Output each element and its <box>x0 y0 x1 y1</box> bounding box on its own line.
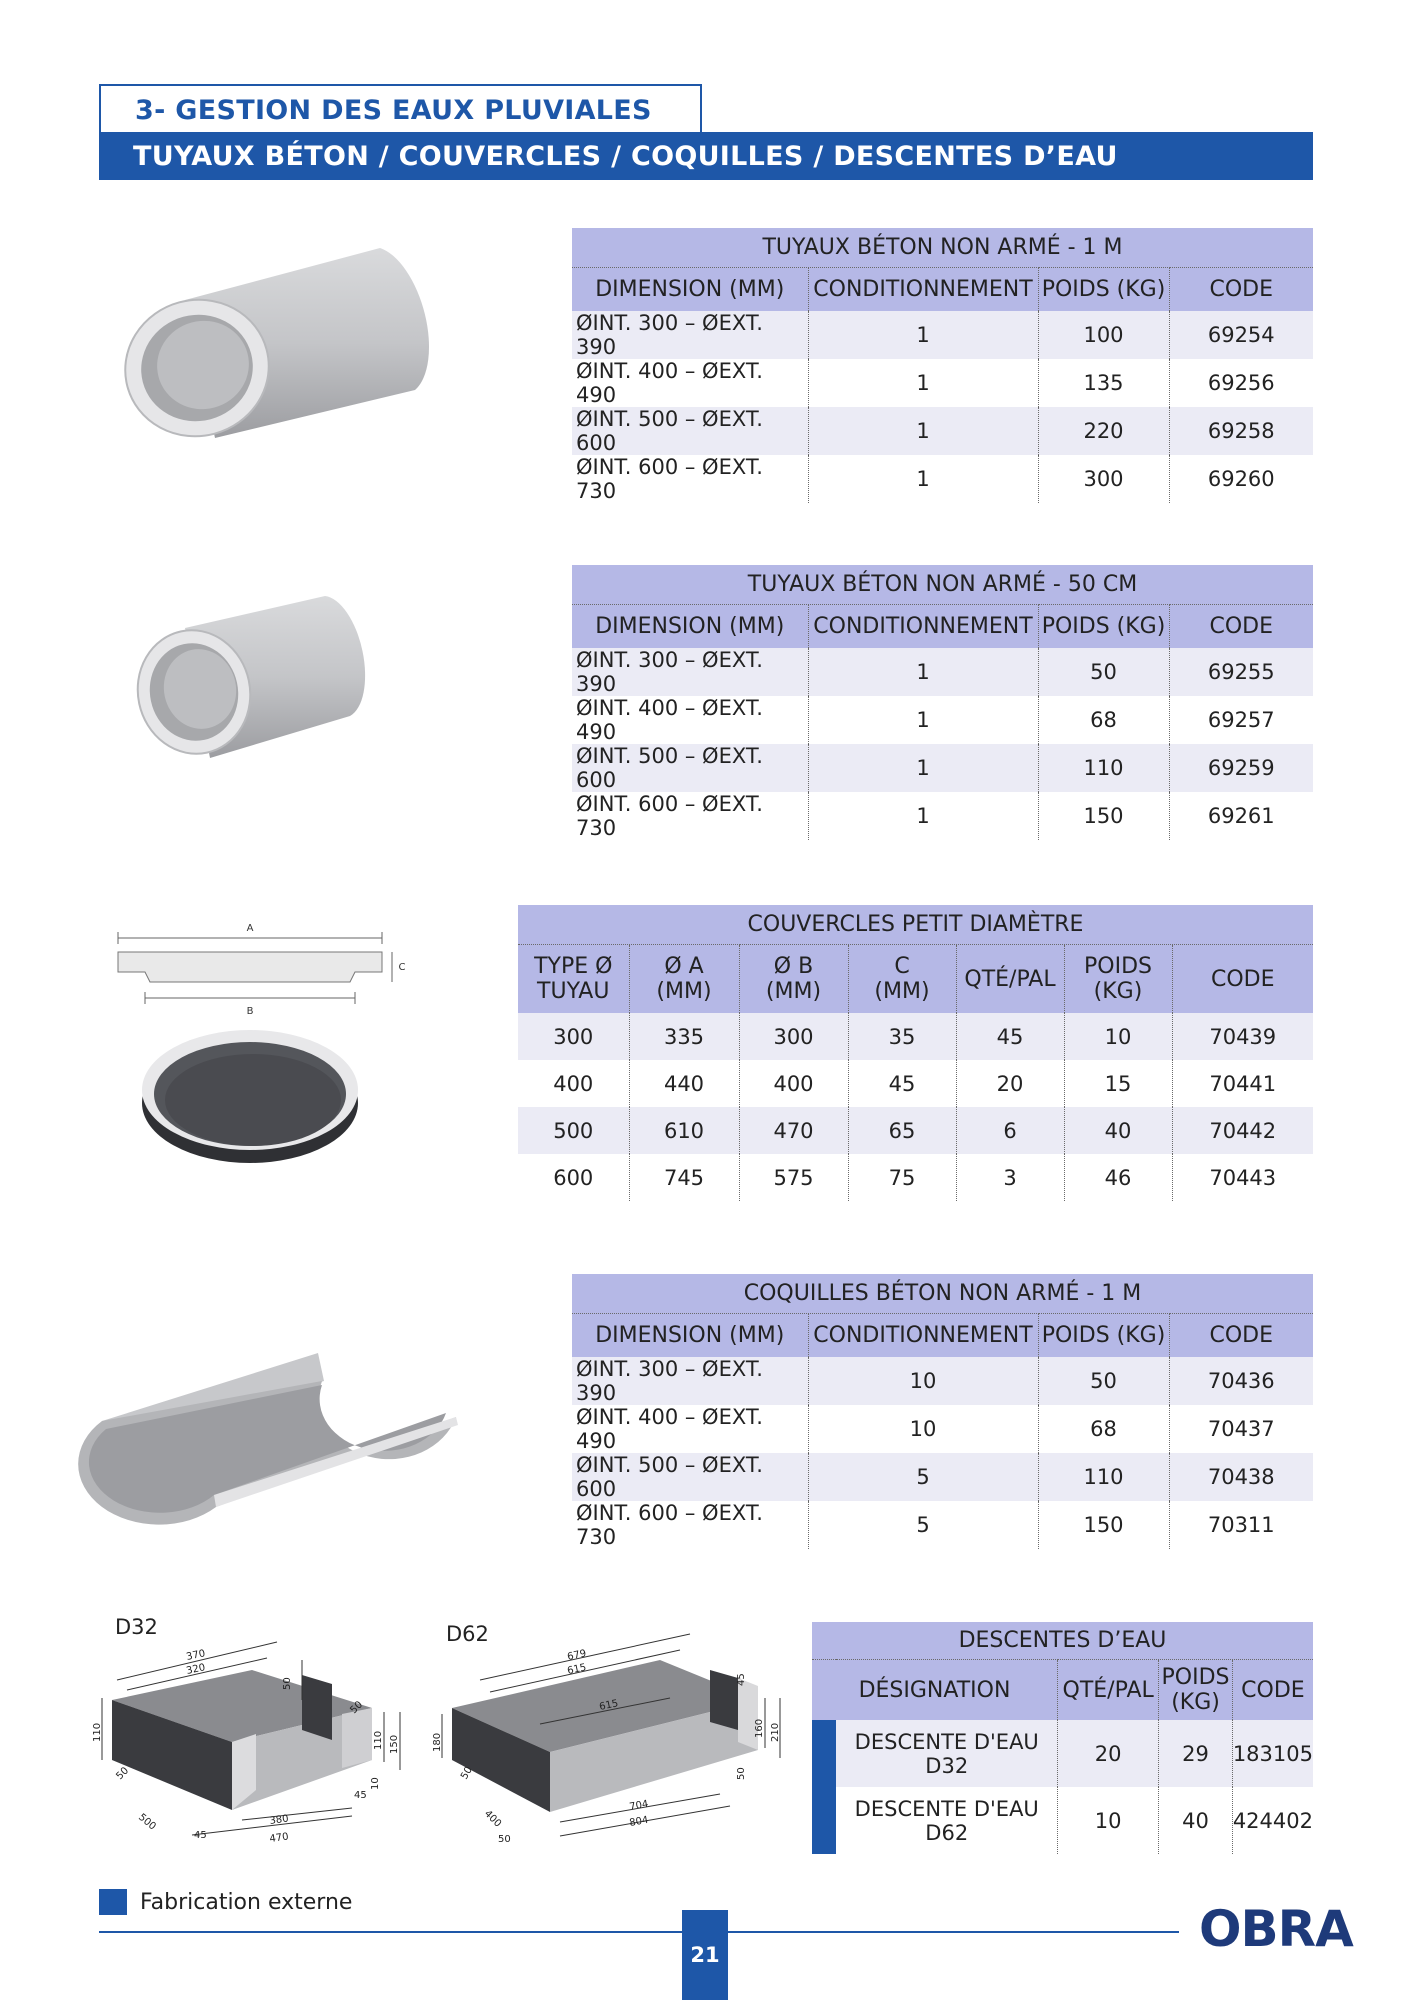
col-header: CODE <box>1169 268 1313 312</box>
col-header: CONDITIONNEMENT <box>808 268 1038 312</box>
cell: 69261 <box>1169 792 1313 840</box>
cell: 10 <box>1058 1787 1159 1854</box>
cell: 220 <box>1038 407 1169 455</box>
external-manufacture-marker <box>812 1720 836 1787</box>
cell: 70442 <box>1172 1107 1313 1154</box>
cell: 470 <box>739 1107 848 1154</box>
diagram-label-a: A <box>246 923 254 934</box>
d32-dim: 500 <box>136 1811 158 1833</box>
d62-dim: 45 <box>736 1673 747 1686</box>
d62-dim: 180 <box>432 1732 443 1752</box>
d62-dim: 50 <box>498 1834 511 1845</box>
cell-line: D62 <box>925 1820 969 1845</box>
pipe-1m-illustration <box>115 240 455 440</box>
table-row <box>572 696 1313 744</box>
cell: 1 <box>808 696 1038 744</box>
half-shell-illustration <box>96 1345 466 1525</box>
d32-dim: 50 <box>282 1677 293 1690</box>
cell: 150 <box>1038 792 1169 840</box>
cell: 50 <box>1038 1357 1169 1405</box>
cell: 70441 <box>1172 1060 1313 1107</box>
d32-dim: 380 <box>268 1813 290 1827</box>
d62-drawing <box>432 1630 800 1850</box>
col-header <box>848 945 956 1014</box>
table-row <box>572 1453 1313 1501</box>
cell: 20 <box>956 1060 1064 1107</box>
cell: 40 <box>1159 1787 1233 1854</box>
table-pipe-50cm <box>572 565 1313 840</box>
col-header-line: (MM) <box>656 979 712 1004</box>
cell: 15 <box>1064 1060 1172 1107</box>
cell: ØINT. 400 – ØEXT. 490 <box>572 1405 808 1453</box>
cell: 69258 <box>1169 407 1313 455</box>
cell: 10 <box>808 1405 1038 1453</box>
col-header: CODE <box>1169 1314 1313 1358</box>
d62-dim: 615 <box>566 1662 588 1677</box>
col-header-line: TUYAU <box>537 979 610 1004</box>
cell: 135 <box>1038 359 1169 407</box>
cell: 69255 <box>1169 648 1313 696</box>
cell: ØINT. 600 – ØEXT. 730 <box>572 792 808 840</box>
cell: 70311 <box>1169 1501 1313 1549</box>
cell: 1 <box>808 407 1038 455</box>
cell: 610 <box>629 1107 739 1154</box>
cell: 75 <box>848 1154 956 1201</box>
table-row <box>572 407 1313 455</box>
diagram-label-c: C <box>398 962 406 973</box>
cell: 45 <box>956 1013 1064 1060</box>
d32-label: D32 <box>115 1615 158 1639</box>
cell: 424402 <box>1232 1787 1313 1854</box>
col-header: CODE <box>1232 1660 1313 1721</box>
cell: 183105 <box>1232 1720 1313 1787</box>
col-header-line: (KG) <box>1093 979 1143 1004</box>
subtitle-bar <box>99 132 1313 180</box>
col-header: DÉSIGNATION <box>812 1660 1058 1721</box>
cell: 35 <box>848 1013 956 1060</box>
col-header: CONDITIONNEMENT <box>808 1314 1038 1358</box>
cell: 69257 <box>1169 696 1313 744</box>
cell-line: D32 <box>925 1753 969 1778</box>
cell: 1 <box>808 359 1038 407</box>
d62-dim: 804 <box>628 1814 650 1829</box>
cell: 70443 <box>1172 1154 1313 1201</box>
table-row <box>518 1154 1313 1201</box>
table-title: TUYAUX BÉTON NON ARMÉ - 1 M <box>572 228 1313 268</box>
cell: 65 <box>848 1107 956 1154</box>
diagram-label-b: B <box>246 1006 254 1017</box>
table-title: COUVERCLES PETIT DIAMÈTRE <box>518 905 1313 945</box>
cell: 1 <box>808 744 1038 792</box>
table-title: TUYAUX BÉTON NON ARMÉ - 50 CM <box>572 565 1313 605</box>
col-header: DIMENSION (MM) <box>572 268 808 312</box>
cell: 440 <box>629 1060 739 1107</box>
cell: ØINT. 300 – ØEXT. 390 <box>572 1357 808 1405</box>
cell: 400 <box>518 1060 629 1107</box>
d32-dim: 110 <box>373 1730 384 1750</box>
subtitle: TUYAUX BÉTON / COUVERCLES / COQUILLES / DESCENTES D’EAU <box>133 141 1118 172</box>
cell: 5 <box>808 1453 1038 1501</box>
table-pipe-1m <box>572 228 1313 503</box>
col-header: QTÉ/PAL <box>1058 1660 1159 1721</box>
col-header-line: QTÉ/PAL <box>964 966 1056 992</box>
col-header-line: TYPE Ø <box>534 954 613 979</box>
col-header: CONDITIONNEMENT <box>808 605 1038 649</box>
cell: ØINT. 300 – ØEXT. 390 <box>572 648 808 696</box>
table-row <box>572 311 1313 359</box>
col-header <box>1172 945 1313 1014</box>
cell: 5 <box>808 1501 1038 1549</box>
legend-text: Fabrication externe <box>140 1890 353 1915</box>
col-header-line: C <box>894 954 910 979</box>
cell-line: DESCENTE D'EAU <box>854 1729 1039 1754</box>
cell: ØINT. 500 – ØEXT. 600 <box>572 1453 808 1501</box>
legend-swatch <box>99 1889 127 1915</box>
cell: 68 <box>1038 696 1169 744</box>
table-row <box>518 1013 1313 1060</box>
col-header <box>739 945 848 1014</box>
table-title: COQUILLES BÉTON NON ARMÉ - 1 M <box>572 1274 1313 1314</box>
table-row <box>572 1405 1313 1453</box>
col-header-line: (KG) <box>1171 1690 1220 1715</box>
col-header: POIDS (KG) <box>1038 268 1169 312</box>
col-header <box>1064 945 1172 1014</box>
cover-profile-diagram <box>110 920 410 1017</box>
pipe-50cm-illustration <box>130 588 370 768</box>
d32-dim: 110 <box>92 1722 103 1742</box>
section-title-box <box>99 84 702 132</box>
cell: 20 <box>1058 1720 1159 1787</box>
cell-line: DESCENTE D'EAU <box>854 1796 1039 1821</box>
d62-dim: 50 <box>736 1767 747 1780</box>
cell: 400 <box>739 1060 848 1107</box>
cell: 110 <box>1038 1453 1169 1501</box>
table-downpipes <box>812 1622 1313 1854</box>
cover-illustration <box>135 1018 365 1168</box>
cell: ØINT. 400 – ØEXT. 490 <box>572 696 808 744</box>
cell: 1 <box>808 792 1038 840</box>
cell: 70437 <box>1169 1405 1313 1453</box>
table-row <box>812 1787 1313 1854</box>
cell: ØINT. 400 – ØEXT. 490 <box>572 359 808 407</box>
d32-drawing <box>92 1630 412 1850</box>
d62-dim: 160 <box>754 1718 765 1738</box>
col-header <box>518 945 629 1014</box>
col-header-line: CODE <box>1210 966 1275 992</box>
d62-dim: 50 <box>459 1764 475 1782</box>
col-header: DIMENSION (MM) <box>572 605 808 649</box>
cell: 68 <box>1038 1405 1169 1453</box>
table-row <box>572 359 1313 407</box>
cell: 70439 <box>1172 1013 1313 1060</box>
cell: 575 <box>739 1154 848 1201</box>
d62-label: D62 <box>446 1622 489 1646</box>
cell: 40 <box>1064 1107 1172 1154</box>
col-header <box>629 945 739 1014</box>
table-row <box>812 1720 1313 1787</box>
page-number: 21 <box>682 1910 728 2000</box>
d32-dim: 45 <box>194 1830 207 1841</box>
cell: 110 <box>1038 744 1169 792</box>
cell: 6 <box>956 1107 1064 1154</box>
d32-dim: 50 <box>348 1699 366 1717</box>
cell: 69256 <box>1169 359 1313 407</box>
cell: 45 <box>848 1060 956 1107</box>
table-half-shells <box>572 1274 1313 1549</box>
cell: 29 <box>1159 1720 1233 1787</box>
cell: 335 <box>629 1013 739 1060</box>
d62-dim: 679 <box>566 1648 588 1663</box>
cell: 69254 <box>1169 311 1313 359</box>
table-covers <box>518 905 1313 1201</box>
table-row <box>572 1501 1313 1549</box>
cell: 50 <box>1038 648 1169 696</box>
external-manufacture-marker <box>812 1787 836 1854</box>
cell: 300 <box>518 1013 629 1060</box>
table-row <box>572 455 1313 503</box>
cell: 300 <box>1038 455 1169 503</box>
footer-rule <box>99 1931 1179 1933</box>
cell: 745 <box>629 1154 739 1201</box>
col-header-line: Ø A <box>664 954 704 979</box>
cell: 1 <box>808 311 1038 359</box>
d32-dim: 370 <box>185 1648 207 1663</box>
cell: 70438 <box>1169 1453 1313 1501</box>
cell: 300 <box>739 1013 848 1060</box>
d32-dim: 50 <box>114 1765 132 1783</box>
table-row <box>572 1357 1313 1405</box>
cell: 10 <box>808 1357 1038 1405</box>
col-header: DIMENSION (MM) <box>572 1314 808 1358</box>
col-header-line: POIDS <box>1161 1665 1230 1690</box>
d32-dim: 320 <box>185 1662 207 1677</box>
col-header <box>1159 1660 1233 1721</box>
cell: 500 <box>518 1107 629 1154</box>
table-row <box>572 792 1313 840</box>
col-header: CODE <box>1169 605 1313 649</box>
col-header-line: POIDS <box>1084 954 1152 979</box>
cell: 70436 <box>1169 1357 1313 1405</box>
section-title: 3- GESTION DES EAUX PLUVIALES <box>135 95 652 126</box>
cell: ØINT. 500 – ØEXT. 600 <box>572 744 808 792</box>
table-row <box>518 1060 1313 1107</box>
d32-dim: 45 <box>354 1790 367 1801</box>
d62-dim: 704 <box>628 1798 650 1813</box>
cell: 69259 <box>1169 744 1313 792</box>
cell: 150 <box>1038 1501 1169 1549</box>
cell: 1 <box>808 455 1038 503</box>
brand-logo: OBRA <box>1199 1900 1353 1958</box>
col-header <box>956 945 1064 1014</box>
table-row <box>572 648 1313 696</box>
d62-dim: 615 <box>598 1698 620 1713</box>
cell: 10 <box>1064 1013 1172 1060</box>
col-header-line: (MM) <box>765 979 822 1004</box>
cell: 69260 <box>1169 455 1313 503</box>
col-header-line: (MM) <box>874 979 930 1004</box>
col-header-line: Ø B <box>773 954 814 979</box>
cell: ØINT. 300 – ØEXT. 390 <box>572 311 808 359</box>
cell: 600 <box>518 1154 629 1201</box>
table-row <box>518 1107 1313 1154</box>
cell: ØINT. 500 – ØEXT. 600 <box>572 407 808 455</box>
col-header: POIDS (KG) <box>1038 1314 1169 1358</box>
col-header: POIDS (KG) <box>1038 605 1169 649</box>
table-title: DESCENTES D’EAU <box>812 1622 1313 1660</box>
cell <box>836 1720 1057 1787</box>
cell: 1 <box>808 648 1038 696</box>
d32-dim: 470 <box>268 1831 290 1845</box>
d62-dim: 400 <box>481 1808 504 1830</box>
cell: ØINT. 600 – ØEXT. 730 <box>572 1501 808 1549</box>
d32-dim: 150 <box>389 1734 400 1754</box>
cell: 46 <box>1064 1154 1172 1201</box>
d32-dim: 10 <box>370 1777 381 1790</box>
cell: ØINT. 600 – ØEXT. 730 <box>572 455 808 503</box>
cell <box>836 1787 1057 1854</box>
d62-dim: 210 <box>770 1722 781 1742</box>
cell: 100 <box>1038 311 1169 359</box>
cell: 3 <box>956 1154 1064 1201</box>
table-row <box>572 744 1313 792</box>
